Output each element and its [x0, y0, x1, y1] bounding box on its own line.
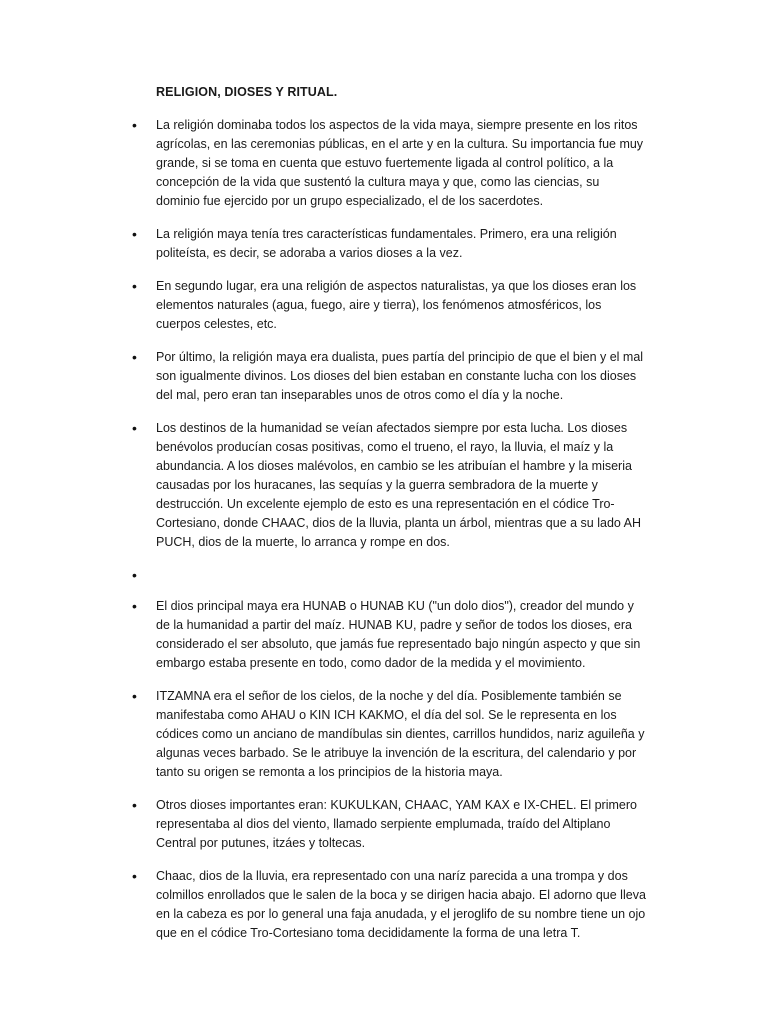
bullet-item-three-characteristics: • La religión maya tenía tres características fundamentales. Primero, era una religión politeísta, es decir, se adoraba a varios dioses a la vez. [156, 225, 646, 263]
bullet-item-hunab-ku: • El dios principal maya era HUNAB o HUNAB KU ("un dolo dios"), creador del mundo y de la humanidad a partir del maíz. HUNAB KU, padre y señor de todos los dioses, era considerado el ser absoluto, que jamás fue representado bajo ningún aspecto y que sin embargo estaba presente en todo, como dador de la medida y el movimiento. [156, 597, 646, 673]
bullet-item-religion-overview: • La religión dominaba todos los aspectos de la vida maya, siempre presente en los ritos agrícolas, en las ceremonias públicas, en el arte y en la cultura. Su importancia fue muy grande, si se toma en cuenta que estuvo fuertemente ligada al control político, a la concepción de la vida que sustentó la cultura maya y que, como las ciencias, su dominio fue ejercido por un grupo especializado, el de los sacerdotes. [156, 116, 646, 211]
bullet-item-empty [156, 566, 646, 585]
bullet-item-dualist: • Por último, la religión maya era dualista, pues partía del principio de que el bien y el mal son igualmente divinos. Los dioses del bien estaban en constante lucha con los dioses del mal, pero eran tan inseparables unos de otros como el día y la noche. [156, 348, 646, 405]
bullet-item-itzamna: • ITZAMNA era el señor de los cielos, de la noche y del día. Posiblemente también se manifestaba como AHAU o KIN ICH KAKMO, el día del sol. Se le representa en los códices como un anciano de mandíbulas sin dientes, carrillos hundidos, nariz aguileña y algunas veces barbado. Se le atribuye la invención de la escritura, del calendario y por tanto su origen se remonta a los principios de la historia maya. [156, 687, 646, 782]
document-title: RELIGION, DIOSES Y RITUAL. [156, 85, 338, 99]
bullet-list [156, 116, 646, 957]
bullet-item-destinies: • Los destinos de la humanidad se veían afectados siempre por esta lucha. Los dioses benévolos producían cosas positivas, como el trueno, el rayo, la lluvia, el maíz y la abundancia. A los dioses malévolos, en cambio se les atribuían el hambre y la miseria causadas por los huracanes, las sequías y la guerra sembradora de la muerte y destrucción. Un excelente ejemplo de esto es una representación en el códice Tro-Cortesiano, donde CHAAC, dios de la lluvia, planta un árbol, mientras que a su lado AH PUCH, dios de la muerte, lo arranca y rompe en dos. [156, 419, 646, 552]
bullet-item-other-gods: • Otros dioses importantes eran: KUKULKAN, CHAAC, YAM KAX e IX-CHEL. El primero representaba al dios del viento, llamado serpiente emplumada, traído del Altiplano Central por putunes, itzáes y toltecas. [156, 796, 646, 853]
bullet-item-naturalist: • En segundo lugar, era una religión de aspectos naturalistas, ya que los dioses eran los elementos naturales (agua, fuego, aire y tierra), los fenómenos atmosféricos, los cuerpos celestes, etc. [156, 277, 646, 334]
bullet-item-chaac: • Chaac, dios de la lluvia, era representado con una naríz parecida a una trompa y dos colmillos enrollados que le salen de la boca y se dirigen hacia abajo. El adorno que lleva en la cabeza es por lo general una faja anudada, y el jeroglifo de su nombre tiene un ojo que en el códice Tro-Cortesiano toma decididamente la forma de una letra T. [156, 867, 646, 943]
